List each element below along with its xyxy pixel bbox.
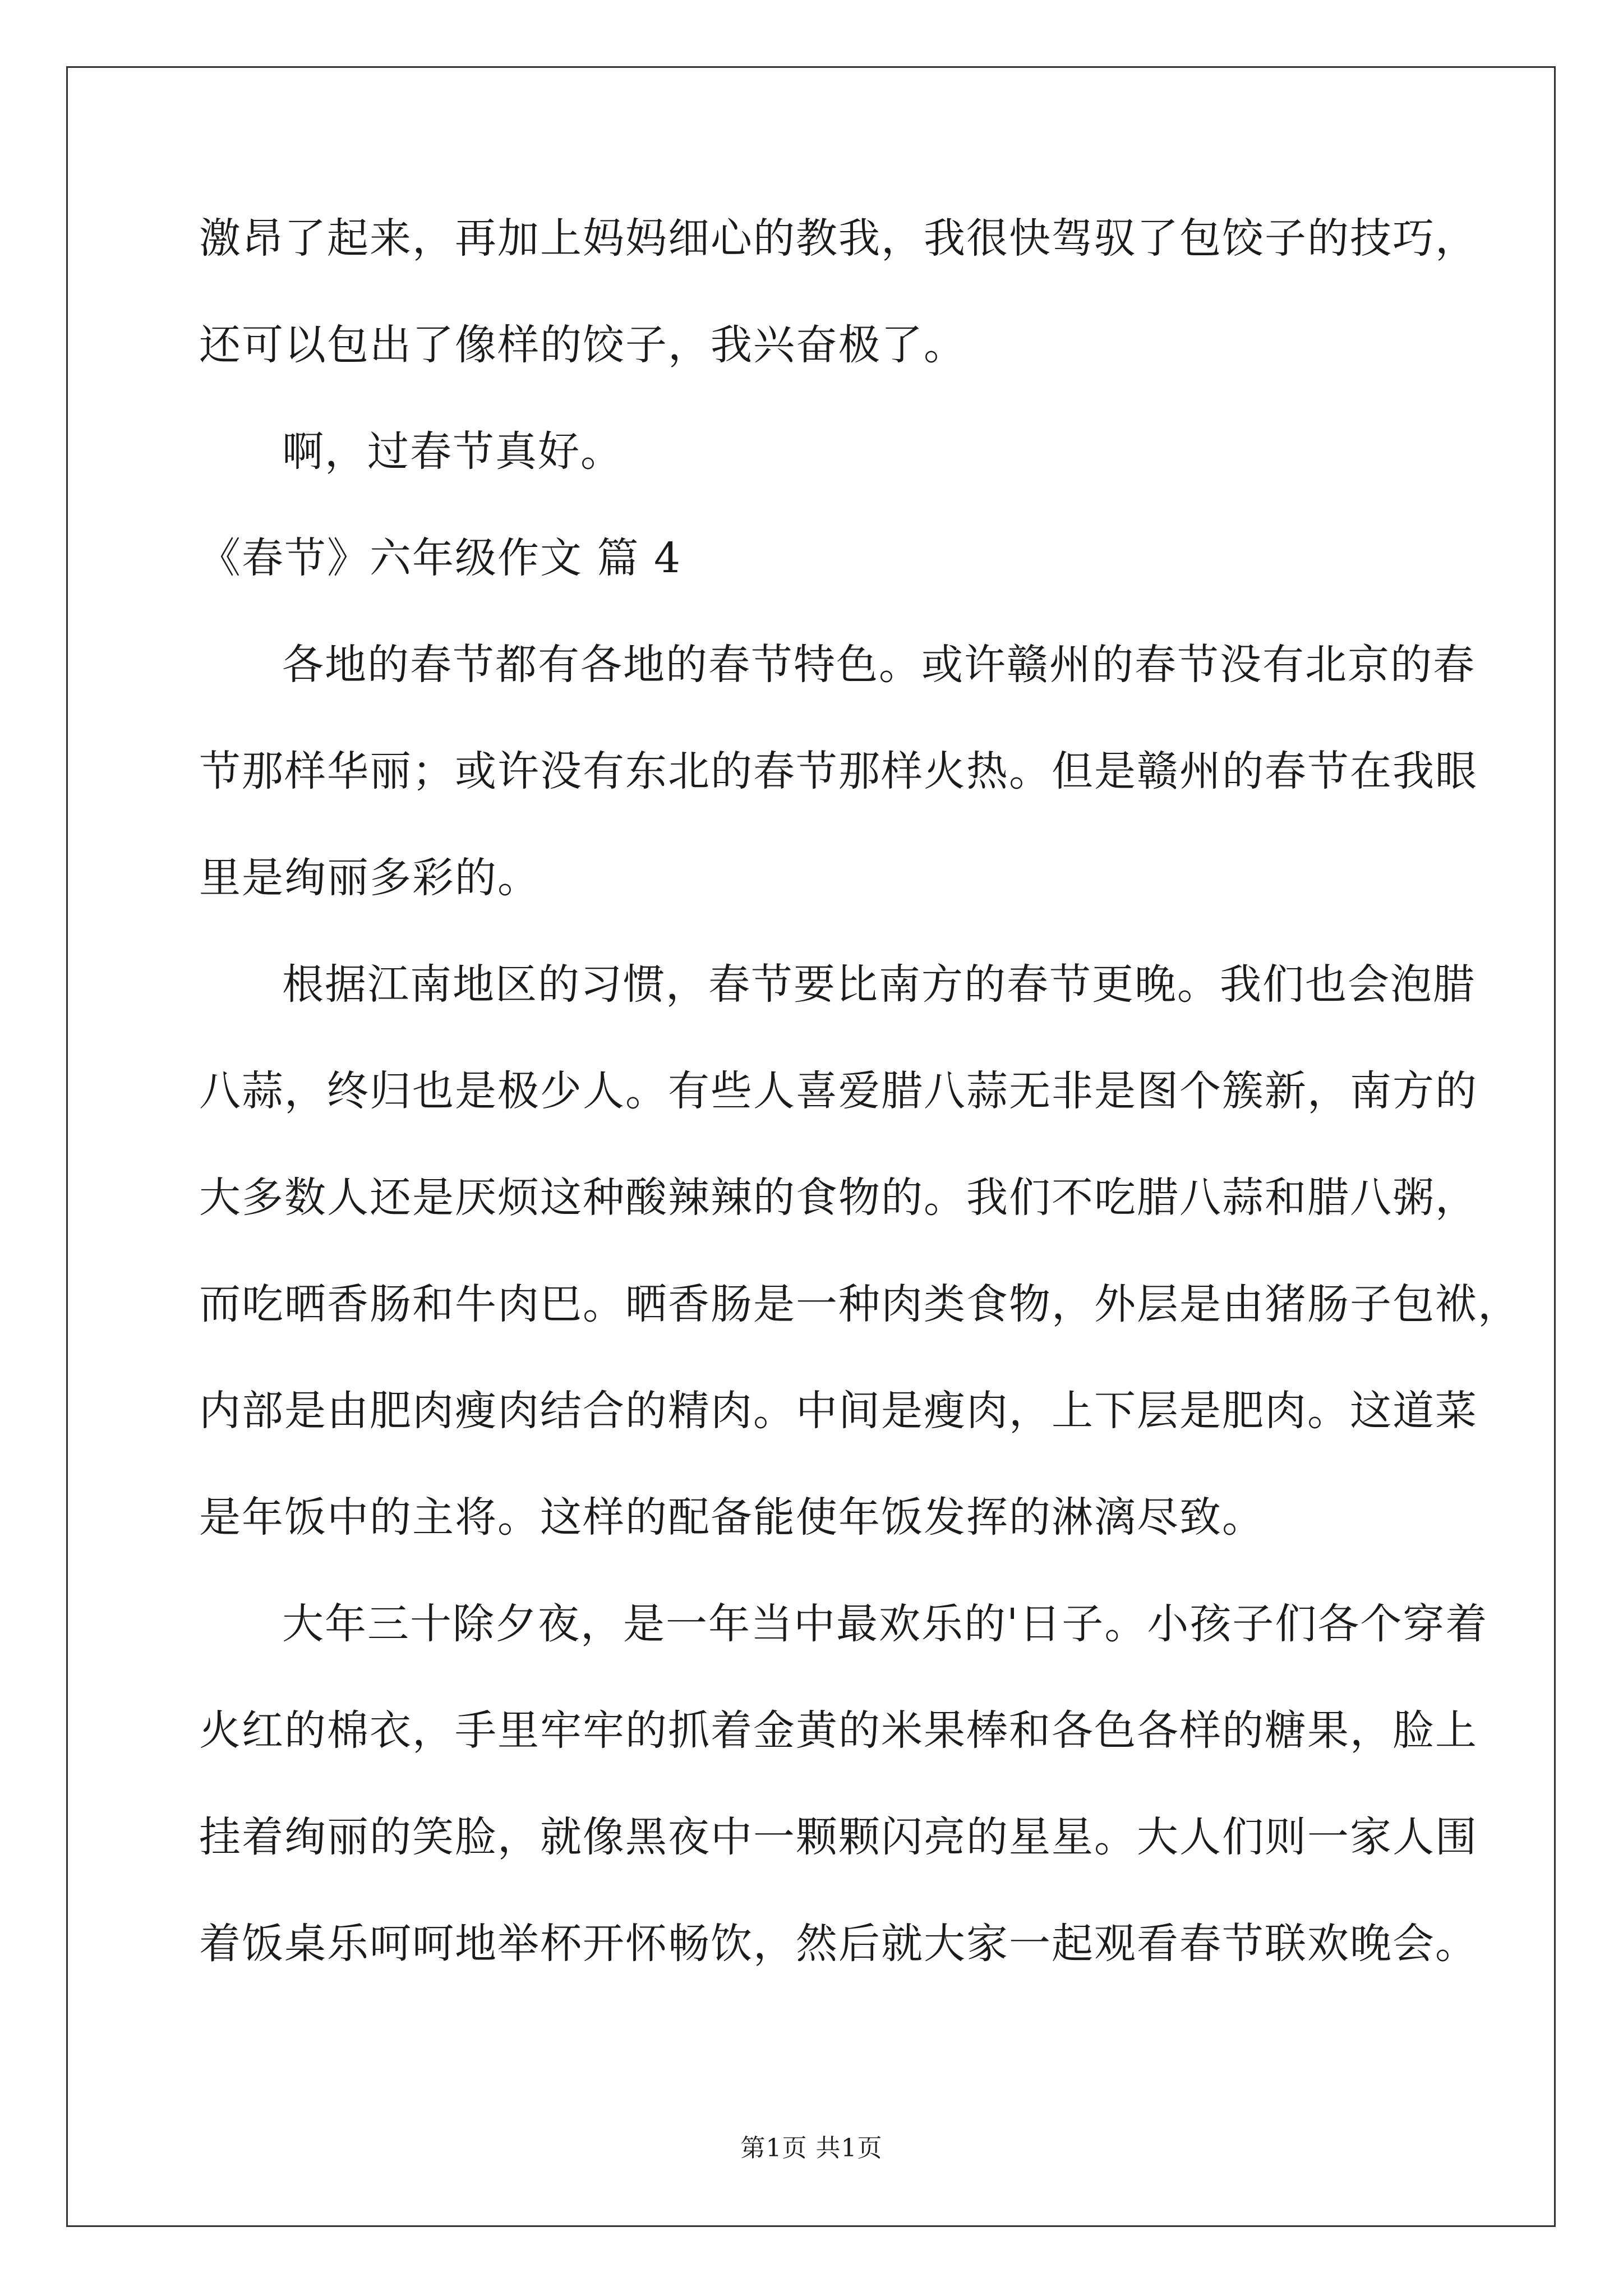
text-line: 各地的春节都有各地的春节特色。或许赣州的春节没有北京的春 xyxy=(282,641,1476,689)
text-line: 是年饭中的主将。这样的配备能使年饭发挥的淋漓尽致。 xyxy=(199,1493,1265,1542)
text-line: 挂着绚丽的笑脸，就像黑夜中一颗颗闪亮的星星。大人们则一家人围 xyxy=(199,1813,1478,1861)
text-line: 啊，过春节真好。 xyxy=(282,427,623,476)
page-border xyxy=(66,66,1556,2227)
text-line: 着饭桌乐呵呵地举杯开怀畅饮，然后就大家一起观看春节联欢晚会。 xyxy=(199,1920,1478,1968)
text-line: 节那样华丽；或许没有东北的春节那样火热。但是赣州的春节在我眼 xyxy=(199,747,1478,795)
text-line: 激昂了起来，再加上妈妈细心的教我，我很快驾驭了包饺子的技巧， xyxy=(199,214,1478,263)
text-line: 内部是由肥肉瘦肉结合的精肉。中间是瘦肉，上下层是肥肉。这道菜 xyxy=(199,1387,1478,1435)
page-footer: 第1页 共1页 xyxy=(740,2134,883,2162)
section-heading: 《春节》六年级作文 篇 4 xyxy=(199,534,682,582)
text-line: 八蒜，终归也是极少人。有些人喜爱腊八蒜无非是图个簇新，南方的 xyxy=(199,1067,1478,1115)
text-line: 大多数人还是厌烦这种酸辣辣的食物的。我们不吃腊八蒜和腊八粥， xyxy=(199,1174,1478,1222)
text-line: 还可以包出了像样的饺子，我兴奋极了。 xyxy=(199,321,966,369)
text-line: 大年三十除夕夜，是一年当中最欢乐的'日子。小孩子们各个穿着 xyxy=(282,1600,1488,1648)
text-line: 火红的棉衣，手里牢牢的抓着金黄的米果棒和各色各样的糖果，脸上 xyxy=(199,1706,1478,1755)
text-line: 而吃晒香肠和牛肉巴。晒香肠是一种肉类食物，外层是由猪肠子包袱， xyxy=(199,1280,1520,1328)
text-line: 根据江南地区的习惯，春节要比南方的春节更晚。我们也会泡腊 xyxy=(282,960,1476,1009)
text-line: 里是绚丽多彩的。 xyxy=(199,854,540,902)
